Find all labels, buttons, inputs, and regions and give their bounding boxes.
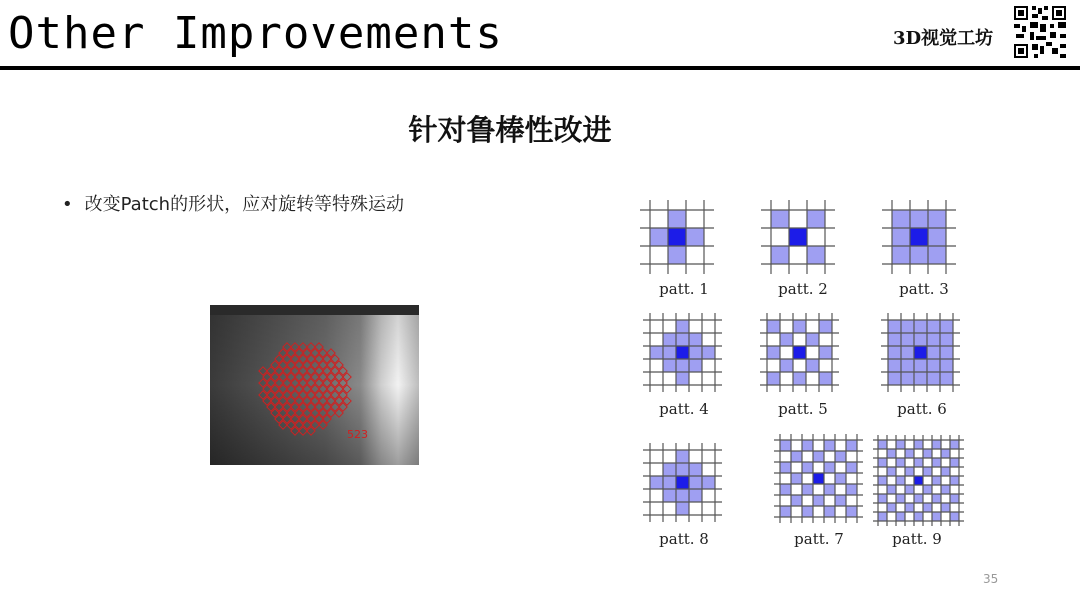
- pattern-cell: [802, 440, 813, 451]
- pattern-cell: [941, 485, 950, 494]
- pattern-cell: [950, 476, 959, 485]
- pattern-cell: [888, 359, 901, 372]
- pattern-cell: [941, 503, 950, 512]
- pattern-cell: [780, 333, 793, 346]
- pattern-cell: [941, 449, 950, 458]
- pattern-cell: [767, 372, 780, 385]
- pattern-cell: [950, 494, 959, 503]
- pattern-cell: [807, 210, 825, 228]
- pattern-cell: [905, 449, 914, 458]
- pattern-cell: [813, 473, 824, 484]
- pattern-cell: [771, 210, 789, 228]
- title-divider: [0, 66, 1080, 70]
- pattern-cell: [791, 495, 802, 506]
- pattern-cell: [901, 346, 914, 359]
- pattern-grid-7: [643, 443, 722, 522]
- pattern-cell: [932, 494, 941, 503]
- pattern-cell: [928, 246, 946, 264]
- pattern-cell: [702, 476, 715, 489]
- pattern-cell: [928, 210, 946, 228]
- pattern-cell: [819, 346, 832, 359]
- pattern-cell: [950, 512, 959, 521]
- pattern-cell: [914, 458, 923, 467]
- pattern-cell: [676, 463, 689, 476]
- pattern-cell: [824, 440, 835, 451]
- pattern-cell: [887, 503, 896, 512]
- pattern-label: patt. 3: [899, 280, 949, 298]
- pattern-cell: [932, 512, 941, 521]
- pattern-cell: [892, 210, 910, 228]
- pattern-cell: [846, 440, 857, 451]
- pattern-cell: [923, 449, 932, 458]
- pattern-grids: [630, 200, 980, 555]
- pattern-cell: [914, 494, 923, 503]
- pattern-cell: [650, 228, 668, 246]
- pattern-cell: [668, 210, 686, 228]
- slide-subtitle: 针对鲁棒性改进: [408, 113, 612, 147]
- pattern-label: patt. 9: [892, 530, 942, 548]
- pattern-cell: [780, 359, 793, 372]
- pattern-cell: [686, 228, 704, 246]
- pattern-label: patt. 1: [659, 280, 709, 298]
- pattern-cell: [887, 449, 896, 458]
- pattern-cell: [901, 333, 914, 346]
- pattern-cell: [901, 359, 914, 372]
- pattern-label: patt. 4: [659, 400, 709, 418]
- pattern-cell: [927, 320, 940, 333]
- pattern-cell: [950, 440, 959, 449]
- pattern-cell: [676, 359, 689, 372]
- pattern-cell: [819, 320, 832, 333]
- pattern-cell: [901, 372, 914, 385]
- pattern-cell: [806, 333, 819, 346]
- pattern-cell: [914, 512, 923, 521]
- pattern-cell: [676, 450, 689, 463]
- pattern-cell: [802, 484, 813, 495]
- pattern-cell: [793, 320, 806, 333]
- pattern-cell: [676, 346, 689, 359]
- pattern-cell: [927, 372, 940, 385]
- pattern-grid-1: [640, 200, 714, 274]
- pattern-cell: [878, 458, 887, 467]
- pattern-cell: [668, 246, 686, 264]
- pattern-cell: [905, 485, 914, 494]
- pattern-cell: [888, 333, 901, 346]
- pattern-cell: [923, 467, 932, 476]
- pattern-cell: [835, 451, 846, 462]
- pattern-cell: [668, 228, 686, 246]
- pattern-cell: [689, 359, 702, 372]
- pattern-cell: [676, 320, 689, 333]
- pattern-cell: [767, 320, 780, 333]
- feature-id-label: 523: [347, 428, 368, 441]
- pattern-cell: [689, 476, 702, 489]
- pattern-cell: [910, 246, 928, 264]
- pattern-cell: [914, 346, 927, 359]
- pattern-cell: [676, 502, 689, 515]
- pattern-cell: [896, 512, 905, 521]
- pattern-cell: [807, 246, 825, 264]
- bullet-dot: •: [62, 194, 73, 215]
- pattern-cell: [819, 372, 832, 385]
- pattern-cell: [896, 440, 905, 449]
- pattern-cell: [940, 372, 953, 385]
- pattern-cell: [676, 489, 689, 502]
- pattern-cell: [780, 506, 791, 517]
- pattern-cell: [914, 440, 923, 449]
- pattern-cell: [928, 228, 946, 246]
- pattern-figure: [630, 200, 980, 555]
- pattern-cell: [940, 359, 953, 372]
- pattern-cell: [793, 346, 806, 359]
- pattern-cell: [940, 346, 953, 359]
- pattern-cell: [950, 458, 959, 467]
- pattern-cell: [940, 320, 953, 333]
- pattern-cell: [806, 359, 819, 372]
- pattern-cell: [910, 210, 928, 228]
- page-number: 35: [983, 572, 999, 586]
- pattern-cell: [896, 494, 905, 503]
- pattern-cell: [824, 462, 835, 473]
- pattern-cell: [941, 467, 950, 476]
- pattern-cell: [932, 440, 941, 449]
- pattern-cell: [878, 494, 887, 503]
- pattern-cell: [780, 462, 791, 473]
- pattern-cell: [663, 463, 676, 476]
- pattern-cell: [689, 333, 702, 346]
- pattern-cell: [780, 440, 791, 451]
- pattern-cell: [791, 451, 802, 462]
- pattern-cell: [663, 489, 676, 502]
- pattern-cell: [789, 228, 807, 246]
- pattern-grid-5: [760, 313, 839, 392]
- pattern-cell: [802, 506, 813, 517]
- pattern-grid-3: [882, 200, 956, 274]
- pattern-cell: [923, 503, 932, 512]
- pattern-cell: [802, 462, 813, 473]
- qr-code-icon: [1012, 4, 1068, 60]
- pattern-cell: [846, 484, 857, 495]
- pattern-cell: [910, 228, 928, 246]
- pattern-cell: [932, 476, 941, 485]
- pattern-cell: [878, 440, 887, 449]
- pattern-cell: [676, 372, 689, 385]
- pattern-cell: [878, 512, 887, 521]
- pattern-grid-8: [774, 434, 863, 523]
- pattern-cell: [791, 473, 802, 484]
- pattern-cell: [663, 333, 676, 346]
- pattern-cell: [676, 333, 689, 346]
- pattern-cell: [901, 320, 914, 333]
- pattern-cell: [923, 485, 932, 494]
- pattern-cell: [927, 359, 940, 372]
- pattern-label: patt. 2: [778, 280, 828, 298]
- pattern-cell: [650, 346, 663, 359]
- pattern-cell: [914, 372, 927, 385]
- pattern-label: patt. 6: [897, 400, 947, 418]
- pattern-cell: [888, 346, 901, 359]
- pattern-cell: [846, 506, 857, 517]
- pattern-cell: [896, 458, 905, 467]
- pattern-cell: [676, 476, 689, 489]
- pattern-cell: [771, 246, 789, 264]
- pattern-cell: [914, 476, 923, 485]
- pattern-cell: [892, 246, 910, 264]
- pattern-cell: [932, 458, 941, 467]
- tracked-patch-photo: [210, 305, 419, 465]
- pattern-cell: [793, 372, 806, 385]
- pattern-cell: [835, 473, 846, 484]
- pattern-label: patt. 7: [794, 530, 844, 548]
- pattern-cell: [905, 503, 914, 512]
- pattern-cell: [824, 484, 835, 495]
- pattern-cell: [887, 485, 896, 494]
- brand-logo-text: 3D视觉工坊: [893, 28, 994, 49]
- pattern-cell: [887, 467, 896, 476]
- pattern-cell: [689, 346, 702, 359]
- pattern-cell: [702, 346, 715, 359]
- pattern-cell: [689, 489, 702, 502]
- pattern-cell: [914, 333, 927, 346]
- pattern-grid-9: [873, 435, 964, 526]
- pattern-cell: [940, 333, 953, 346]
- pattern-cell: [888, 372, 901, 385]
- slide-title: Other Improvements: [8, 8, 503, 59]
- pattern-cell: [663, 476, 676, 489]
- pattern-cell: [813, 495, 824, 506]
- pattern-grid-4: [643, 313, 722, 392]
- pattern-cell: [780, 484, 791, 495]
- pattern-cell: [892, 228, 910, 246]
- pattern-cell: [689, 463, 702, 476]
- pattern-cell: [663, 346, 676, 359]
- pattern-grid-2: [761, 200, 835, 274]
- pattern-cell: [846, 462, 857, 473]
- pattern-label: patt. 8: [659, 530, 709, 548]
- pattern-cell: [650, 476, 663, 489]
- pattern-cell: [767, 346, 780, 359]
- pattern-cell: [927, 346, 940, 359]
- pattern-grid-6: [881, 313, 960, 392]
- bullet-item: [62, 190, 404, 216]
- pattern-cell: [878, 476, 887, 485]
- pattern-cell: [914, 320, 927, 333]
- pattern-cell: [824, 506, 835, 517]
- bullet-text: 改变Patch的形状，应对旋转等特殊运动: [84, 194, 405, 215]
- pattern-cell: [813, 451, 824, 462]
- pattern-cell: [663, 359, 676, 372]
- pattern-cell: [888, 320, 901, 333]
- pattern-cell: [835, 495, 846, 506]
- pattern-cell: [914, 359, 927, 372]
- pattern-cell: [927, 333, 940, 346]
- pattern-cell: [905, 467, 914, 476]
- pattern-label: patt. 5: [778, 400, 828, 418]
- pattern-cell: [896, 476, 905, 485]
